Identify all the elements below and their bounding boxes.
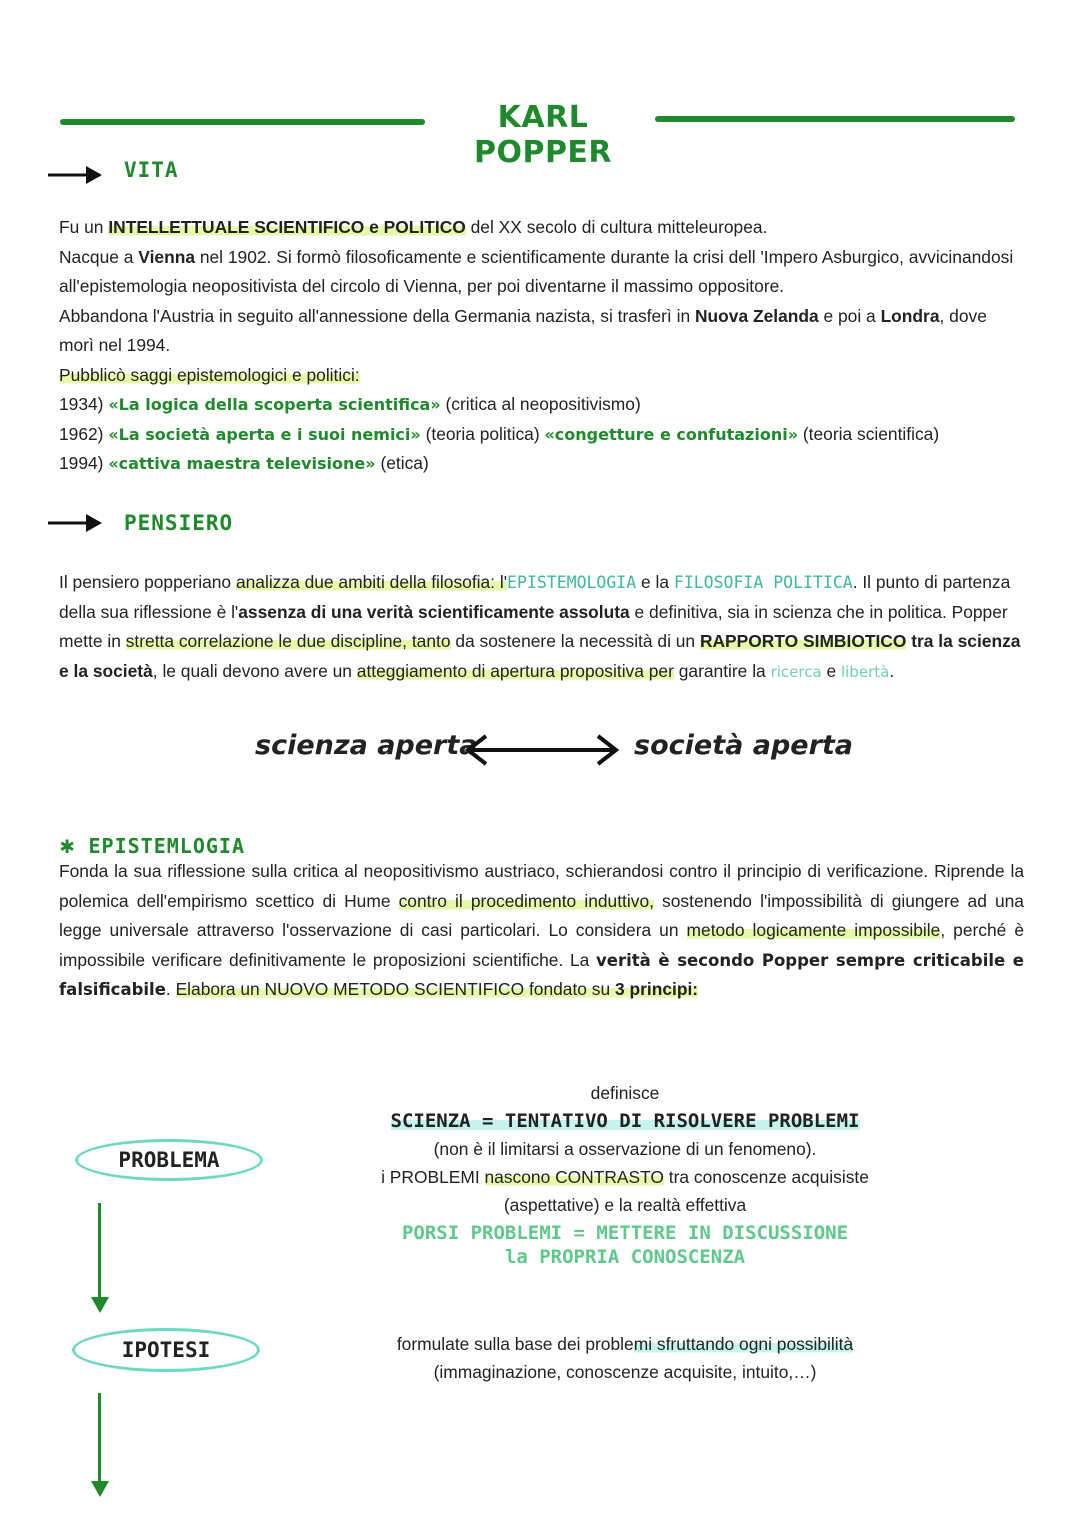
- vita-paragraph-1: Fu un INTELLETTUALE SCIENTIFICO e POLITICO del XX secolo di cultura mitteleuropea.: [59, 217, 768, 237]
- ipotesi-description: [360, 1330, 890, 1386]
- societa-aperta-label: società aperta: [634, 730, 854, 761]
- arrow-right-icon: [48, 513, 103, 533]
- double-arrow-icon: [462, 732, 622, 768]
- asterisk-icon: ✱: [60, 831, 76, 859]
- work-2: 1962) «La società aperta e i suoi nemici» (teoria politica) «congetture e confutazioni» (teoria scientifica): [59, 423, 940, 444]
- ipotesi-line-2: (immaginazione, conoscenze acquisite, intuito,…): [433, 1362, 817, 1382]
- flow-arrow-line-2: [98, 1393, 101, 1485]
- arrow-right-icon: [48, 165, 103, 185]
- scienza-aperta-label: scienza aperta: [255, 730, 478, 761]
- pensiero-text: Il pensiero popperiano analizza due ambiti della filosofia: l'EPISTEMOLOGIA e la FILOSOFIA POLITICA. Il punto di partenza della sua riflessione è l'assenza di una verità scientificamente assoluta e definitiva, sia in scienza che in politica. Popper mette in stretta correlazione le due discipline, tanto da sostenere la necessità di un RAPPORTO SIMBIOTICO tra la scienza e la società, le quali devono avere un atteggiamento di apertura propositiva per garantire la ricerca e libertà.: [59, 572, 1021, 681]
- page-title: KARL POPPER: [473, 100, 613, 170]
- definisce-label: definisce: [590, 1083, 660, 1103]
- ipotesi-oval: IPOTESI: [72, 1328, 260, 1372]
- flow-arrow-line-1: [98, 1203, 101, 1301]
- porsi-problemi: PORSI PROBLEMI = METTERE IN DISCUSSIONE: [401, 1222, 849, 1244]
- arrow-down-icon: [91, 1481, 109, 1497]
- arrow-down-icon: [91, 1297, 109, 1313]
- vita-paragraph-2: Nacque a Vienna nel 1902. Si formò filosoficamente e scientificamente durante la crisi dell 'Impero Asburgico, avvicinandosi all'epistemologia neopositivista del circolo di Vienna, per poi diventarne il massimo oppositore.: [59, 246, 1014, 296]
- work-1: 1934) «La logica della scoperta scientifica» (critica al neopositivismo): [59, 394, 641, 414]
- definition-note: (non è il limitarsi a osservazione di un fenomeno).: [433, 1139, 817, 1159]
- aspettative-line: (aspettative) e la realtà effettiva: [503, 1195, 747, 1215]
- work-3: 1994) «cattiva maestra televisione» (etica): [59, 453, 429, 473]
- vita-text: [59, 213, 1024, 479]
- propria-conoscenza: la PROPRIA CONOSCENZA: [504, 1246, 746, 1268]
- section-title-vita: VITA: [124, 158, 179, 182]
- problema-oval: PROBLEMA: [75, 1139, 263, 1181]
- section-title-pensiero: PENSIERO: [124, 511, 234, 535]
- vita-paragraph-4: Pubblicò saggi epistemologici e politici:: [59, 364, 360, 385]
- title-line-right: [655, 116, 1015, 122]
- epistemologia-text: Fonda la sua riflessione sulla critica al neopositivismo austriaco, schierandosi contro il principio di verificazione. Riprende la polemica dell'empirismo scettico di Hume contro il procedimento induttivo, sostenendo l'impossibilità di giungere ad una legge universale attraverso l'osservazione di casi particolari. Lo considera un metodo logicamente impossibile, perché è impossibile verificare definitivamente le proposizioni scientifiche. La verità è secondo Popper sempre criticabile e falsificabile. Elabora un NUOVO METODO SCIENTIFICO fondato su 3 principi:: [59, 861, 1025, 999]
- ipotesi-line-1: formulate sulla base dei problemi sfruttando ogni possibilità: [396, 1334, 854, 1354]
- section-title-epistemologia: ✱ EPISTEMLOGIA: [60, 831, 245, 859]
- definition-scienza: SCIENZA = TENTATIVO DI RISOLVERE PROBLEMI: [390, 1110, 860, 1132]
- problema-description: [360, 1079, 890, 1271]
- title-line-left: [60, 119, 425, 125]
- problemi-contrasto: i PROBLEMI nascono CONTRASTO tra conoscenze acquisiste: [381, 1167, 869, 1187]
- vita-paragraph-3: Abbandona l'Austria in seguito all'annessione della Germania nazista, si trasferì in Nuova Zelanda e poi a Londra, dove morì nel 1994.: [59, 305, 987, 355]
